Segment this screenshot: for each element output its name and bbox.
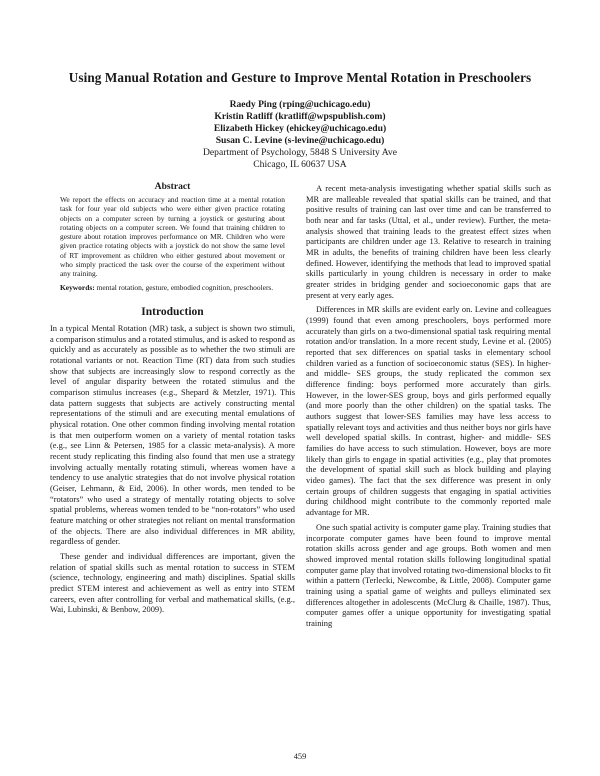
author-3: Elizabeth Hickey (ehickey@uchicago.edu) (213, 123, 387, 134)
keywords-text: mental rotation, gesture, embodied cognition, preschoolers. (96, 283, 274, 293)
author-2: Kristin Ratliff (kratliff@wpspublish.com) (214, 111, 386, 122)
right-paragraph-3: One such spatial activity is computer game play. Training studies that incorporate computer games have been found to improve mental rotation skills across gender and age groups. Both women and men showed improved mental rotation skills following longitudinal spatial computer game play that involved rotating two-dimensional blocks to fit within a pattern (Terlecki, Newcombe, & Little, 2008). Computer game training using a spatial game of weights and pulleys eliminated sex differences altogether in adolescents (McClurg & Chaille, 1987). Thus, computer games offer a unique opportunity for investigating spatial training (306, 521, 551, 628)
abstract-heading: Abstract (154, 181, 191, 192)
page-number: 459 (293, 752, 307, 761)
author-1: Raedy Ping (rping@uchicago.edu) (229, 99, 371, 110)
intro-paragraph-1: In a typical Mental Rotation (MR) task, a subject is shown two stimuli, a comparison stimulus and a rotated stimulus, and is asked to respond as quickly and as accurately as possible as to whether the two stimuli are rotational variants or not. Reaction Time (RT) data from such studies show that subjects are increasingly slow to respond correctly as the level of angular disparity between the rotated stimulus and the comparison stimulus increases (e.g., Shepard & Metzler, 1971). This data pattern suggests that subjects are actively constructing mental representations of the stimuli and are executing mental emulations of physical rotation. One other common finding involving mental rotation is that men outperform women on a variety of mental rotation tasks (e.g., see Linn & Petersen, 1985 for a classic meta-analysis). A more recent study replicating this finding also found that men use a strategy involving actually mentally rotating stimuli, whereas women have a tendency to use analytic strategies that do not involve physical rotation (Geiser, Lehmann, & Eid, 2006). In other words, men tended to be “rotators” who used a strategy of mentally rotating objects to solve spatial problems, whereas women tended to be “non-rotators” who used feature matching or other strategies not reliant on mental transformation of the objects. There are also individual differences in MR ability, regardless of gender. (50, 323, 295, 547)
abstract-text: We report the effects on accuracy and reaction time at a mental rotation task for four year old subjects who were either given practice rotating objects on a computer screen by turning a joystick or gesturing about rotating objects on a computer screen. We found that training children to gesture about rotation improves performance on MR. Children who were given practice rotating objects with a joystick do not show the same level of RT improvement as children who either gestured about movement or who simply practiced the task over the course of the experiment without any training. (60, 195, 285, 278)
author-block (100, 99, 500, 171)
right-paragraph-1: A recent meta-analysis investigating whether spatial skills such as MR are malleable revealed that spatial skills can be trained, and that positive results of training can last over time and can be transferred to both near and far tasks (Uttal, et al., under review). Further, the meta-analysis showed that training leads to the greatest effect sizes when participants are children under age 13. Relative to research in training MR in adults, the benefits of training children have been less clearly defined. However, identifying the methods that lead to improved spatial skills particularly in young children is necessary in order to make greater strides in bridging gender and socioeconomic gaps that are present at very early ages. (306, 183, 551, 300)
introduction-heading: Introduction (141, 306, 204, 318)
intro-paragraph-2: These gender and individual differences are important, given the relation of spatial skills such as mental rotation to success in STEM (science, technology, engineering and math) disciplines. Spatial skills predict STEM interest and achievement as well as entry into STEM careers, even after controlling for verbal and mathematical skills, (e.g., Wai, Lubinski, & Benbow, 2009). (50, 551, 295, 615)
right-paragraph-2: Differences in MR skills are evident early on. Levine and colleagues (1999) found that even among preschoolers, boys performed more accurately than girls on a two-dimensional spatial task requiring mental rotation and/or translation. In a more recent study, Levine et al. (2005) reported that sex differences on spatial tasks in elementary school children varied as a function of socioeconomic status (SES). In higher- and middle- SES groups, the study replicated the common sex difference finding: boys performed more accurately than girls. However, in the lower-SES group, boys and girls performed equally (and more poorly than the other children) on the spatial tasks. The authors suggest that lower-SES families may have less access to spatially relevant toys and activities and thus neither boys nor girls have well developed spatial skills. In contrast, higher- and middle- SES families do have access to such stimulation. However, boys are more likely than girls to engage in spatial activities (e.g., play that promotes the development of spatial skill such as block building and playing video games). The fact that the sex difference was present in only certain groups of children suggests that engaging in spatial activities during childhood might contribute to the commonly reported male advantage for MR. (306, 304, 551, 518)
abstract (60, 195, 285, 293)
keywords-label: Keywords: (60, 283, 95, 293)
introduction-body (50, 323, 295, 615)
keywords (60, 283, 285, 292)
paper-title: Using Manual Rotation and Gesture to Improve Mental Rotation in Preschoolers (68, 70, 532, 85)
author-4: Susan C. Levine (s-levine@uchicago.edu) (215, 135, 385, 146)
right-column-body (306, 183, 551, 629)
affiliation-line-1: Department of Psychology, 5848 S University Ave (203, 147, 397, 158)
affiliation-line-2: Chicago, IL 60637 USA (253, 159, 347, 170)
